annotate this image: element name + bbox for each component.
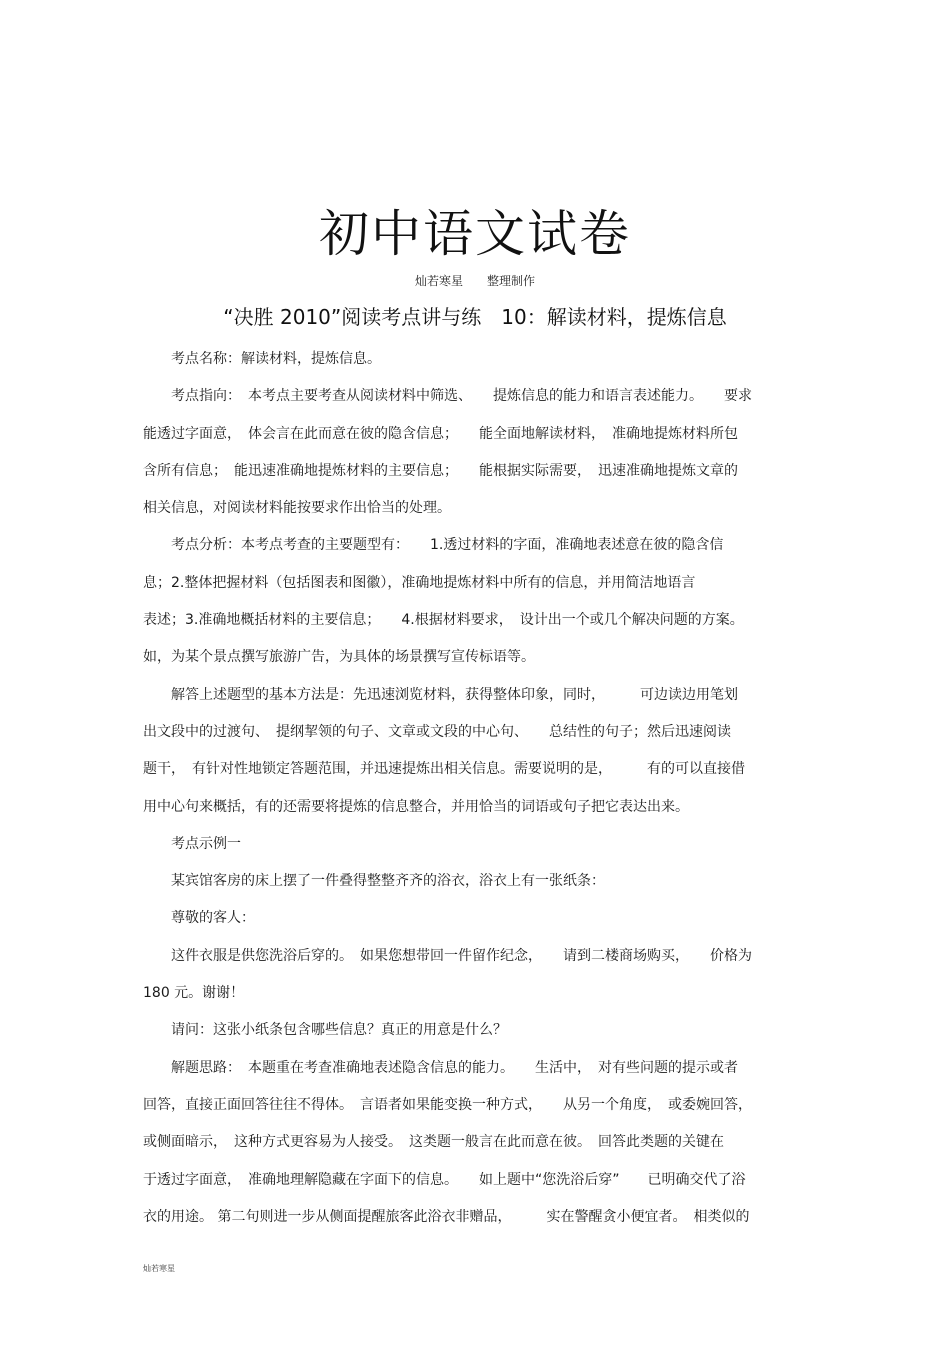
text-line: 题干， 有针对性地锁定答题范围，并迅速提炼出相关信息。需要说明的是， 有的可以直接借 [143, 761, 745, 778]
footer-watermark: 灿若寒星 [143, 1264, 175, 1273]
text-line: 息；2.整体把握材料（包括图表和图徽），准确地提炼材料中所有的信息，并用简洁地语言 [143, 574, 696, 591]
document-subtitle: “决胜 2010”阅读考点讲与练 10：解读材料，提炼信息 [223, 305, 727, 329]
text-line: 能透过字面意， 体会言在此而意在彼的隐含信息； 能全面地解读材料， 准确地提炼材料所包 [143, 425, 738, 442]
text-line: 某宾馆客房的床上摆了一件叠得整整齐齐的浴衣，浴衣上有一张纸条： [143, 873, 605, 890]
text-line: 考点分析：本考点考查的主要题型有： 1.透过材料的字面，准确地表述意在彼的隐含信 [143, 537, 724, 554]
text-line: 用中心句来概括，有的还需要将提炼的信息整合，并用恰当的词语或句子把它表达出来。 [143, 798, 689, 815]
body-text [143, 345, 807, 1240]
text-line: 如，为某个景点撰写旅游广告，为具体的场景撰写宣传标语等。 [143, 649, 535, 666]
document-title: 初中语文试卷 [319, 205, 631, 263]
text-line: 解答上述题型的基本方法是：先迅速浏览材料，获得整体印象，同时， 可边读边用笔划 [143, 686, 738, 703]
text-line: 考点名称：解读材料，提炼信息。 [143, 351, 381, 367]
text-line: 或侧面暗示， 这种方式更容易为人接受。 这类题一般言在此而意在彼。 回答此类题的关键在 [143, 1134, 724, 1151]
text-line: 出文段中的过渡句、 提纲挈领的句子、文章或文段的中心句、 总结性的句子；然后迅速阅读 [143, 723, 731, 740]
text-line: 表述；3.准确地概括材料的主要信息； 4.根据材料要求， 设计出一个或几个解决问题的方案。 [143, 612, 744, 629]
text-line: 衣的用途。 第二句则进一步从侧面提醒旅客此浴衣非赠品， 实在警醒贪小便宜者。 相类似的 [143, 1208, 750, 1225]
text-line: 考点指向： 本考点主要考查从阅读材料中筛选、 提炼信息的能力和语言表述能力。 要求 [143, 388, 752, 405]
author-line: 灿若寒星 整理制作 [414, 274, 535, 288]
text-line: 相关信息，对阅读材料能按要求作出恰当的处理。 [143, 500, 451, 517]
text-line: 于透过字面意， 准确地理解隐藏在字面下的信息。 如上题中“您洗浴后穿” 已明确交代了浴 [143, 1171, 746, 1188]
text-line: 尊敬的客人： [143, 910, 255, 927]
section-heading: 考点示例一 [143, 835, 241, 852]
text-line: 180 元。谢谢！ [143, 985, 245, 1002]
question-line: 请问：这张小纸条包含哪些信息？真正的用意是什么？ [143, 1022, 507, 1039]
text-line: 含所有信息； 能迅速准确地提炼材料的主要信息； 能根据实际需要， 迅速准确地提炼文章的 [143, 462, 738, 479]
text-line: 这件衣服是供您洗浴后穿的。 如果您想带回一件留作纪念， 请到二楼商场购买， 价格为 [143, 947, 752, 964]
text-line: 解题思路： 本题重在考查准确地表述隐含信息的能力。 生活中， 对有些问题的提示或者 [143, 1059, 738, 1076]
text-line: 回答，直接正面回答往往不得体。 言语者如果能变换一种方式， 从另一个角度， 或委婉回答， [143, 1096, 752, 1113]
